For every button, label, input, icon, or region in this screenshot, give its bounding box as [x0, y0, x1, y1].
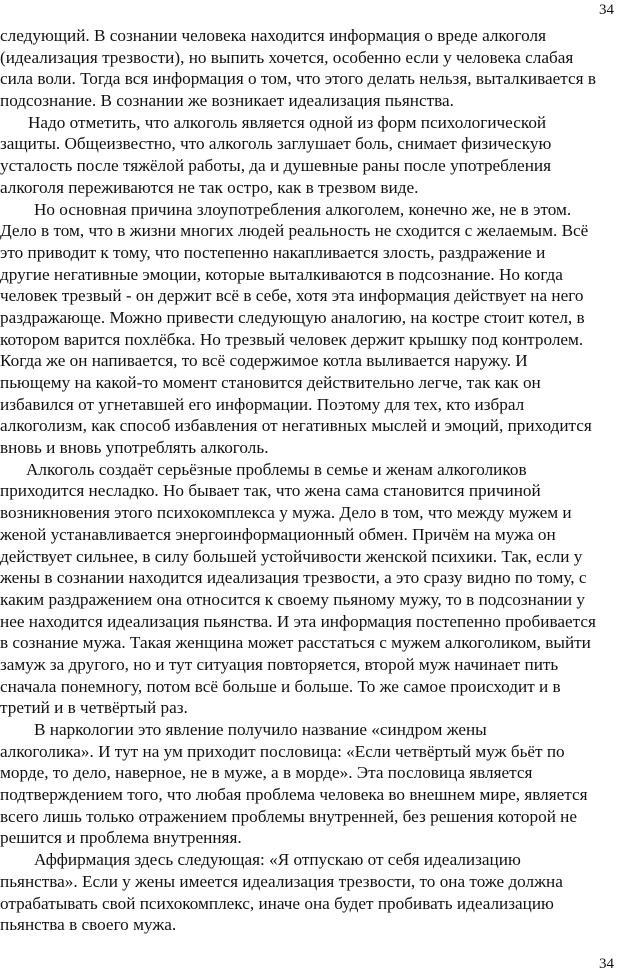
text-line: действует сильнее, в силу большей устойчивости женской психики. Так, если у	[0, 546, 583, 566]
text-line: вновь и вновь употреблять алкоголь.	[0, 438, 269, 458]
text-line: защиты. Общеизвестно, что алкоголь заглушает боль, снимает физическую	[0, 134, 552, 154]
text-line: всего лишь только отражением проблемы внутренней, без решения которой не	[0, 806, 578, 826]
text-line: Когда же он напивается, то всё содержимое котла выливается наружу. И	[0, 351, 528, 371]
text-line: в сознание мужа. Такая женщина может расстаться с мужем алкоголиком, выйти	[0, 633, 591, 653]
text-line: замуж за другого, но и тут ситуация повторяется, второй муж начинает пить	[0, 654, 559, 674]
text-line: следующий. В сознании человека находится информация о вреде алкоголя	[0, 26, 546, 45]
page-number-top: 34	[599, 2, 614, 18]
text-line: подтверждением того, что любая проблема человека во внешнем мире, является	[0, 785, 588, 805]
text-line: раздражающе. Можно привести следующую аналогию, на костре стоит котел, в	[0, 307, 585, 327]
text-line: нее находится идеализация пьянства. И эта информация постепенно пробивается	[0, 611, 596, 631]
text-line: третий и в четвёртый раз.	[0, 698, 188, 718]
text-line: приходится несладко. Но бывает так, что жена сама становится причиной	[0, 481, 541, 501]
text-line: это приводит к тому, что постепенно накапливается злость, раздражение и	[0, 242, 546, 262]
text-line: В наркологии это явление получило название «синдром жены	[34, 720, 487, 739]
text-line: сила воли. Тогда вся информация о том, что этого делать нельзя, выталкивается в	[0, 69, 596, 89]
text-line: котором варится похлёбка. Но трезвый человек держит крышку под контролем.	[0, 329, 584, 349]
text-line: Надо отметить, что алкоголь является одной из форм психологической	[28, 112, 547, 132]
text-line: женой устанавливается энергоинформационный обмен. Причём на мужа он	[0, 524, 556, 544]
text-line: жены в сознании находится идеализация трезвости, а это сразу видно по тому, с	[0, 568, 587, 588]
text-line: другие негативные эмоции, которые выталкиваются в подсознание. Но когда	[0, 264, 563, 284]
text-line: усталость после тяжёлой работы, да и душевные раны после употребления	[0, 156, 551, 176]
text-line: отрабатывать свой психокомплекс, иначе она будет пробивать идеализацию	[0, 893, 554, 913]
text-line: Дело в том, что в жизни многих людей реальность не сходится с желаемым. Всё	[0, 221, 589, 241]
text-line: пьянства в своего мужа.	[0, 915, 177, 935]
text-line: пьянства». Если у жены имеется идеализация трезвости, то она тоже должна	[0, 871, 563, 891]
page-number-bottom: 34	[599, 956, 614, 972]
text-line: решится и проблема внутренняя.	[0, 828, 242, 848]
text-line: каким раздражением она относится к своему пьяному мужу, то в подсознании у	[0, 589, 585, 609]
text-line: Аффирмация здесь следующая: «Я отпускаю от себя идеализацию	[34, 850, 521, 870]
text-line: морде, то дело, наверное, не в муже, а в морде». Эта пословица является	[0, 763, 533, 783]
text-line: алкоголя переживаются не так остро, как в трезвом виде.	[0, 177, 419, 197]
text-line: пьющему на какой-то момент становится действительно легче, так как он	[0, 373, 541, 392]
text-line: Но основная причина злоупотребления алкоголем, конечно же, не в этом.	[34, 199, 572, 219]
text-line: избавился от угнетавшей его информации. Поэтому для тех, кто избрал	[0, 394, 525, 414]
text-line: человек трезвый - он держит всё в себе, хотя эта информация действует на него	[0, 286, 584, 306]
body-text	[0, 25, 614, 936]
text-line: (идеализация трезвости), но выпить хочется, особенно если у человека слабая	[0, 47, 574, 67]
text-line: алкоголика». И тут на ум приходит пословица: «Если четвёртый муж бьёт по	[0, 741, 565, 761]
text-line: подсознание. В сознании же возникает идеализация пьянства.	[0, 91, 454, 111]
text-line: алкоголизм, как способ избавления от негативных мыслей и эмоций, приходится	[0, 416, 592, 436]
text-line: Алкоголь создаёт серьёзные проблемы в семье и женам алкоголиков	[26, 459, 527, 479]
text-line: сначала понемногу, потом всё больше и больше. То же самое происходит и в	[0, 676, 561, 696]
text-line: возникновения этого психокомплекса у мужа. Дело в том, что между мужем и	[0, 503, 572, 523]
